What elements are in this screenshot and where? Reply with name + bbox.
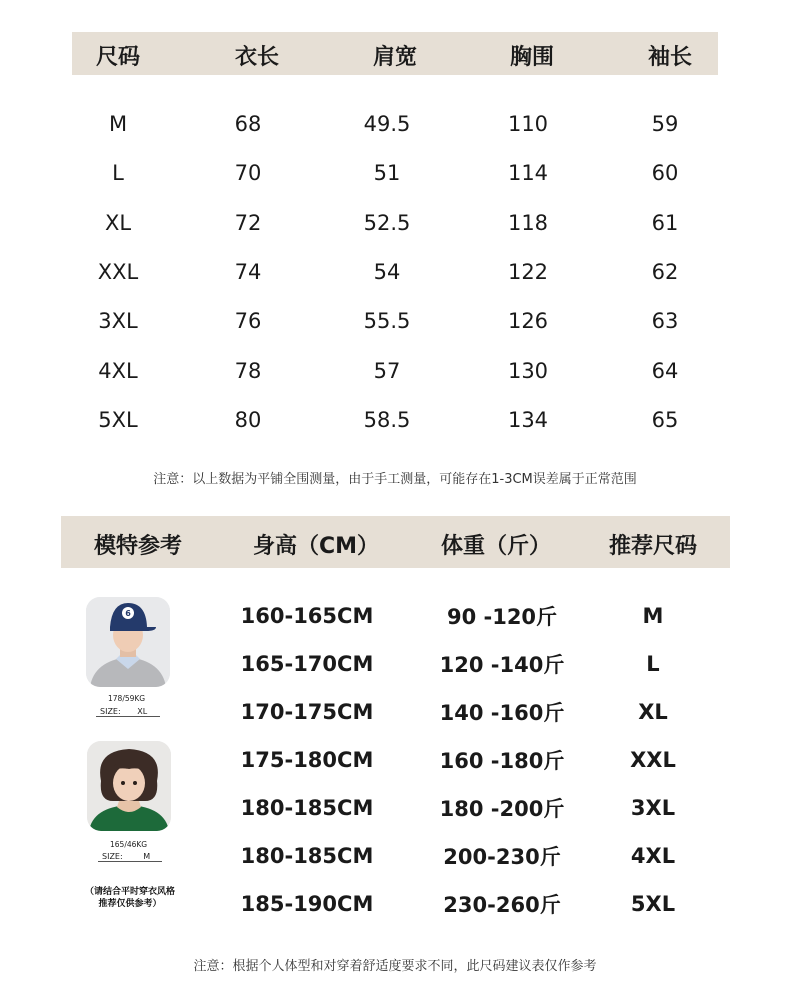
size-cell: 5XL bbox=[98, 407, 138, 432]
size-cell: 122 bbox=[507, 259, 549, 284]
model-cell: 230-260斤 bbox=[443, 893, 561, 917]
size-cell: 74 bbox=[234, 259, 262, 284]
model-cell: 4XL bbox=[630, 844, 676, 868]
model-cell: 165-170CM bbox=[240, 652, 374, 676]
size-cell: 58.5 bbox=[363, 407, 411, 432]
model-cell: 3XL bbox=[630, 796, 676, 820]
model-cell: XL bbox=[638, 700, 668, 724]
model-cell: 185-190CM bbox=[240, 892, 374, 916]
size-cell: 78 bbox=[234, 358, 262, 383]
size-table-header bbox=[72, 32, 718, 75]
model-cell: 90 -120斤 bbox=[446, 605, 558, 629]
size-cell: 60 bbox=[651, 161, 679, 186]
size-cell: 51 bbox=[373, 161, 401, 186]
model-cell: 160-165CM bbox=[240, 604, 374, 628]
size-cell: 130 bbox=[507, 358, 549, 383]
model-cell: 180-185CM bbox=[240, 844, 374, 868]
size-cell: 57 bbox=[373, 358, 401, 383]
header-length: 衣长 bbox=[234, 45, 280, 70]
model-2-stats: 165/46KG bbox=[110, 840, 148, 849]
size-cell: 61 bbox=[651, 210, 679, 235]
size-cell: 126 bbox=[507, 309, 549, 334]
model-cell: M bbox=[642, 604, 664, 628]
size-cell: 65 bbox=[651, 407, 679, 432]
size-cell: 76 bbox=[234, 309, 262, 334]
size-cell: XXL bbox=[97, 259, 139, 284]
size-cell: 134 bbox=[507, 407, 549, 432]
model-cell: 180 -200斤 bbox=[439, 797, 565, 821]
header-model: 模特参考 bbox=[93, 534, 183, 559]
size-cell: XL bbox=[104, 210, 132, 235]
model-1-stats: 178/59KG bbox=[108, 694, 146, 703]
model-cell: 170-175CM bbox=[240, 700, 374, 724]
reference-tip-line-2: 推荐仅供参考） bbox=[98, 899, 162, 909]
size-cell: 49.5 bbox=[363, 112, 411, 136]
size-cell: 55.5 bbox=[363, 309, 411, 334]
female-model-photo bbox=[87, 741, 171, 831]
svg-text:6: 6 bbox=[125, 609, 131, 618]
header-shoulder: 肩宽 bbox=[372, 45, 418, 70]
model-cell: 5XL bbox=[630, 892, 676, 916]
model-cell: 175-180CM bbox=[240, 748, 374, 772]
male-model-photo bbox=[86, 597, 170, 687]
header-chest: 胸围 bbox=[509, 45, 555, 70]
model-table-header bbox=[61, 516, 730, 568]
header-sleeve: 袖长 bbox=[647, 45, 693, 70]
model-cell: XXL bbox=[630, 748, 676, 772]
size-cell: 118 bbox=[507, 210, 549, 235]
size-note: 注意：以上数据为平铺全围测量，由于手工测量，可能存在1-3CM误差属于正常范围 bbox=[153, 472, 637, 487]
size-cell: 68 bbox=[234, 112, 262, 136]
size-cell: 54 bbox=[373, 259, 401, 284]
model-cell: 120 -140斤 bbox=[439, 653, 565, 677]
model-cell: 160 -180斤 bbox=[439, 749, 565, 773]
header-recommend: 推荐尺码 bbox=[608, 534, 698, 559]
model-2-size-value: M bbox=[143, 852, 151, 861]
model-note: 注意：根据个人体型和对穿着舒适度要求不同，此尺码建议表仅作参考 bbox=[193, 959, 597, 974]
size-cell: 70 bbox=[234, 161, 262, 186]
size-cell: 80 bbox=[234, 407, 262, 432]
model-cell: 140 -160斤 bbox=[439, 701, 565, 725]
size-cell: 62 bbox=[651, 259, 679, 284]
size-cell: 52.5 bbox=[363, 210, 411, 235]
header-weight: 体重（斤） bbox=[440, 534, 552, 559]
reference-tip bbox=[60, 886, 200, 910]
model-1-size-label: SIZE: bbox=[100, 707, 121, 716]
model-cell: L bbox=[646, 652, 660, 676]
model-cell: 180-185CM bbox=[240, 796, 374, 820]
reference-tip-line-1: （请结合平时穿衣风格 bbox=[84, 887, 175, 897]
model-cell: 200-230斤 bbox=[443, 845, 561, 869]
model-2-size bbox=[98, 852, 162, 862]
size-cell: M bbox=[108, 112, 128, 136]
model-2-size-label: SIZE: bbox=[102, 852, 123, 861]
size-cell: 64 bbox=[651, 358, 679, 383]
size-cell: L bbox=[112, 161, 124, 186]
header-height: 身高（CM） bbox=[252, 534, 380, 559]
header-size: 尺码 bbox=[95, 45, 141, 70]
model-1-size-value: XL bbox=[137, 707, 148, 716]
size-cell: 4XL bbox=[98, 358, 138, 383]
size-cell: 59 bbox=[651, 112, 679, 136]
size-cell: 3XL bbox=[98, 309, 138, 334]
size-cell: 72 bbox=[234, 210, 262, 235]
size-cell: 110 bbox=[507, 112, 549, 136]
size-cell: 114 bbox=[507, 161, 549, 186]
model-1-size bbox=[96, 707, 160, 717]
size-cell: 63 bbox=[651, 309, 679, 334]
